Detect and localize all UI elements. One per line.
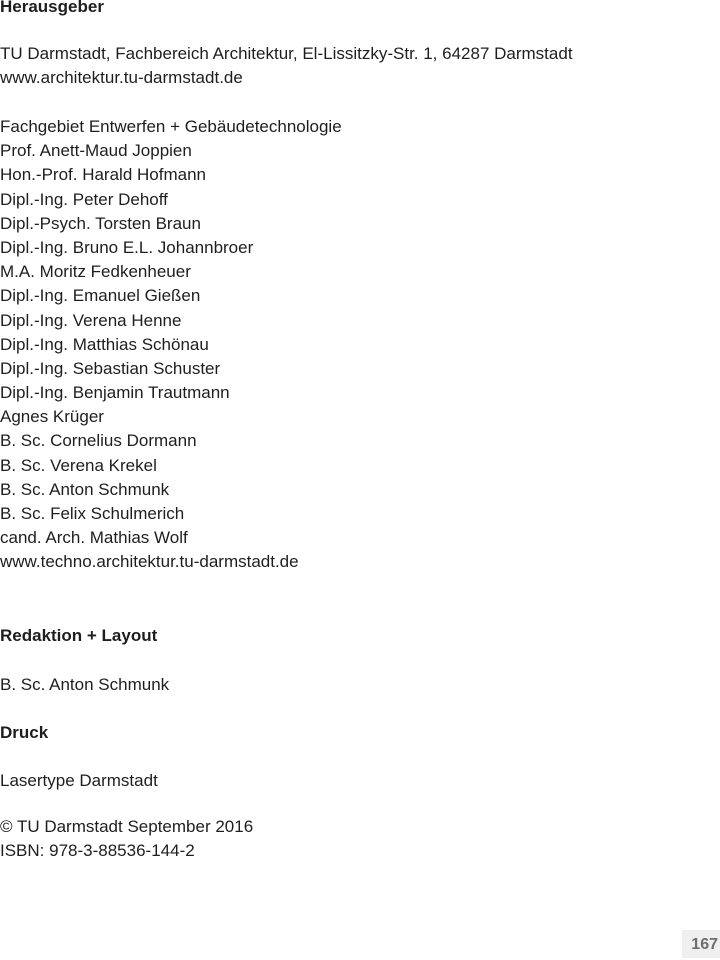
editor-name: B. Sc. Anton Schmunk [0,675,170,694]
staff-member: Dipl.-Psych. Torsten Braun [0,213,201,233]
staff-member: Hon.-Prof. Harald Hofmann [0,165,206,185]
editing-block [0,673,169,697]
printing-heading: Druck [0,723,49,742]
page-number: 167 [682,930,720,958]
staff-member: B. Sc. Verena Krekel [0,455,157,475]
staff-member: B. Sc. Anton Schmunk [0,479,170,499]
staff-member: Prof. Anett-Maud Joppien [0,141,192,161]
staff-member: Dipl.-Ing. Emanuel Gießen [0,286,201,306]
staff-member: Dipl.-Ing. Benjamin Trautmann [0,383,230,403]
printing-block [0,769,158,793]
staff-member: B. Sc. Cornelius Dormann [0,431,197,451]
staff-member: Dipl.-Ing. Sebastian Schuster [0,358,221,378]
editing-heading: Redaktion + Layout [0,626,158,645]
staff-member: Dipl.-Ing. Peter Dehoff [0,189,168,209]
isbn-line: ISBN: 978-3-88536-144-2 [0,841,195,861]
copyright-line: © TU Darmstadt September 2016 [0,817,254,836]
department-block [0,115,342,575]
department-name: Fachgebiet Entwerfen + Gebäudetechnologie [0,117,342,136]
staff-member: cand. Arch. Mathias Wolf [0,528,188,548]
publisher-block [0,42,573,90]
staff-member: M.A. Moritz Fedkenheuer [0,262,191,282]
publisher-url: www.architektur.tu-darmstadt.de [0,68,243,88]
staff-member: Dipl.-Ing. Matthias Schönau [0,334,209,354]
department-url: www.techno.architektur.tu-darmstadt.de [0,552,299,572]
staff-member: B. Sc. Felix Schulmerich [0,504,185,523]
staff-member: Agnes Krüger [0,407,104,427]
staff-member: Dipl.-Ing. Bruno E.L. Johannbroer [0,237,254,257]
publisher-address: TU Darmstadt, Fachbereich Architektur, El-Lissitzky-Str. 1, 64287 Darmstadt [0,44,573,63]
publisher-heading: Herausgeber [0,0,104,16]
printer-name: Lasertype Darmstadt [0,771,158,790]
footer-block [0,815,253,863]
staff-member: Dipl.-Ing. Verena Henne [0,310,182,330]
